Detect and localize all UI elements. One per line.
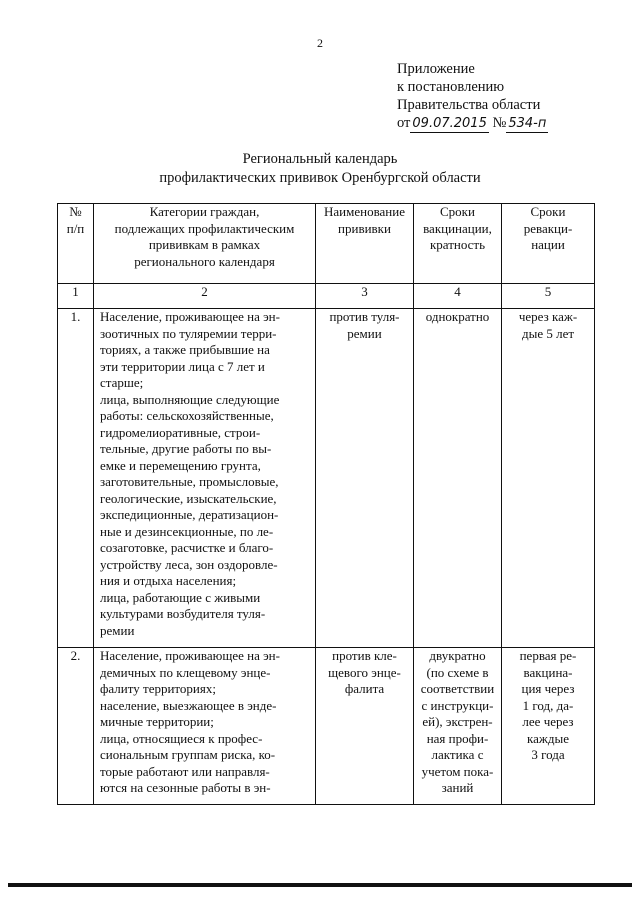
title-line-1: Региональный календарь bbox=[242, 151, 398, 167]
header-revaccination: Сроки ревакци- нации bbox=[502, 204, 595, 284]
table-header-row bbox=[58, 204, 595, 284]
row-category: Население, проживающее на эн- зоотичных по туляремии терри- ториях, а также прибывшие на эти территории лица с 7 лет и старше; лица, выполняющие следующие работы: сельскохозяйственные, гидромелиоративные, строи- тельные, другие работы по вы- емке и перемещению грунта, заготовительные, промысловые, геологические, изыскательские, экспедиционные, дератизацион- ные и дезинсекционные, по ле- созаготовке, расчистке и благо- устройству леса, зон оздоровле- ния и отдыха населения; лица, работающие с живыми культурами возбудителя туля- ремии bbox=[94, 309, 316, 648]
table-row bbox=[58, 648, 595, 805]
column-number: 4 bbox=[414, 284, 502, 309]
row-vaccine: против туля- ремии bbox=[316, 309, 414, 648]
row-schedule: двукратно (по схеме в соответствии с инструкци- ей), экстрен- ная профи- лактика с учетом пока- заний bbox=[414, 648, 502, 805]
header-schedule: Сроки вакцинации, кратность bbox=[414, 204, 502, 284]
column-numbers-row bbox=[58, 284, 595, 309]
appendix-block bbox=[397, 60, 548, 133]
handwritten-date: 09.07.2015 bbox=[412, 116, 487, 131]
column-number: 2 bbox=[94, 284, 316, 309]
row-vaccine: против кле- щевого энце- фалита bbox=[316, 648, 414, 805]
bottom-rule bbox=[8, 883, 632, 887]
document-title bbox=[0, 150, 640, 188]
page-number: 2 bbox=[317, 36, 323, 50]
header-vaccine: Наименование прививки bbox=[316, 204, 414, 284]
column-number: 3 bbox=[316, 284, 414, 309]
appendix-date-line bbox=[397, 114, 548, 133]
row-number: 1. bbox=[58, 309, 94, 648]
column-number: 1 bbox=[58, 284, 94, 309]
appendix-line-2: к постановлению bbox=[397, 79, 505, 95]
row-number: 2. bbox=[58, 648, 94, 805]
row-revaccination: первая ре- вакцина- ция через 1 год, да- лее через каждые 3 года bbox=[502, 648, 595, 805]
header-category: Категории граждан, подлежащих профилактическим прививкам в рамках регионального календаря bbox=[94, 204, 316, 284]
title-line-2: профилактических прививок Оренбургской области bbox=[159, 170, 481, 186]
row-schedule: однократно bbox=[414, 309, 502, 648]
appendix-line-3: Правительства области bbox=[397, 97, 541, 113]
appendix-line-1: Приложение bbox=[397, 61, 475, 77]
vaccination-calendar-table bbox=[57, 203, 595, 805]
header-number: № п/п bbox=[58, 204, 94, 284]
handwritten-number: 534-п bbox=[508, 116, 547, 131]
table-row bbox=[58, 309, 595, 648]
from-prefix: от bbox=[397, 115, 411, 131]
column-number: 5 bbox=[502, 284, 595, 309]
row-category: Население, проживающее на эн- демичных по клещевому энце- фалиту территориях; население, выезжающее в энде- мичные территории; лица, относящиеся к профес- сиональным группам риска, ко- торые работают или направля- ются на сезонные работы в эн- bbox=[94, 648, 316, 805]
row-revaccination: через каж- дые 5 лет bbox=[502, 309, 595, 648]
number-prefix: № bbox=[492, 115, 507, 131]
